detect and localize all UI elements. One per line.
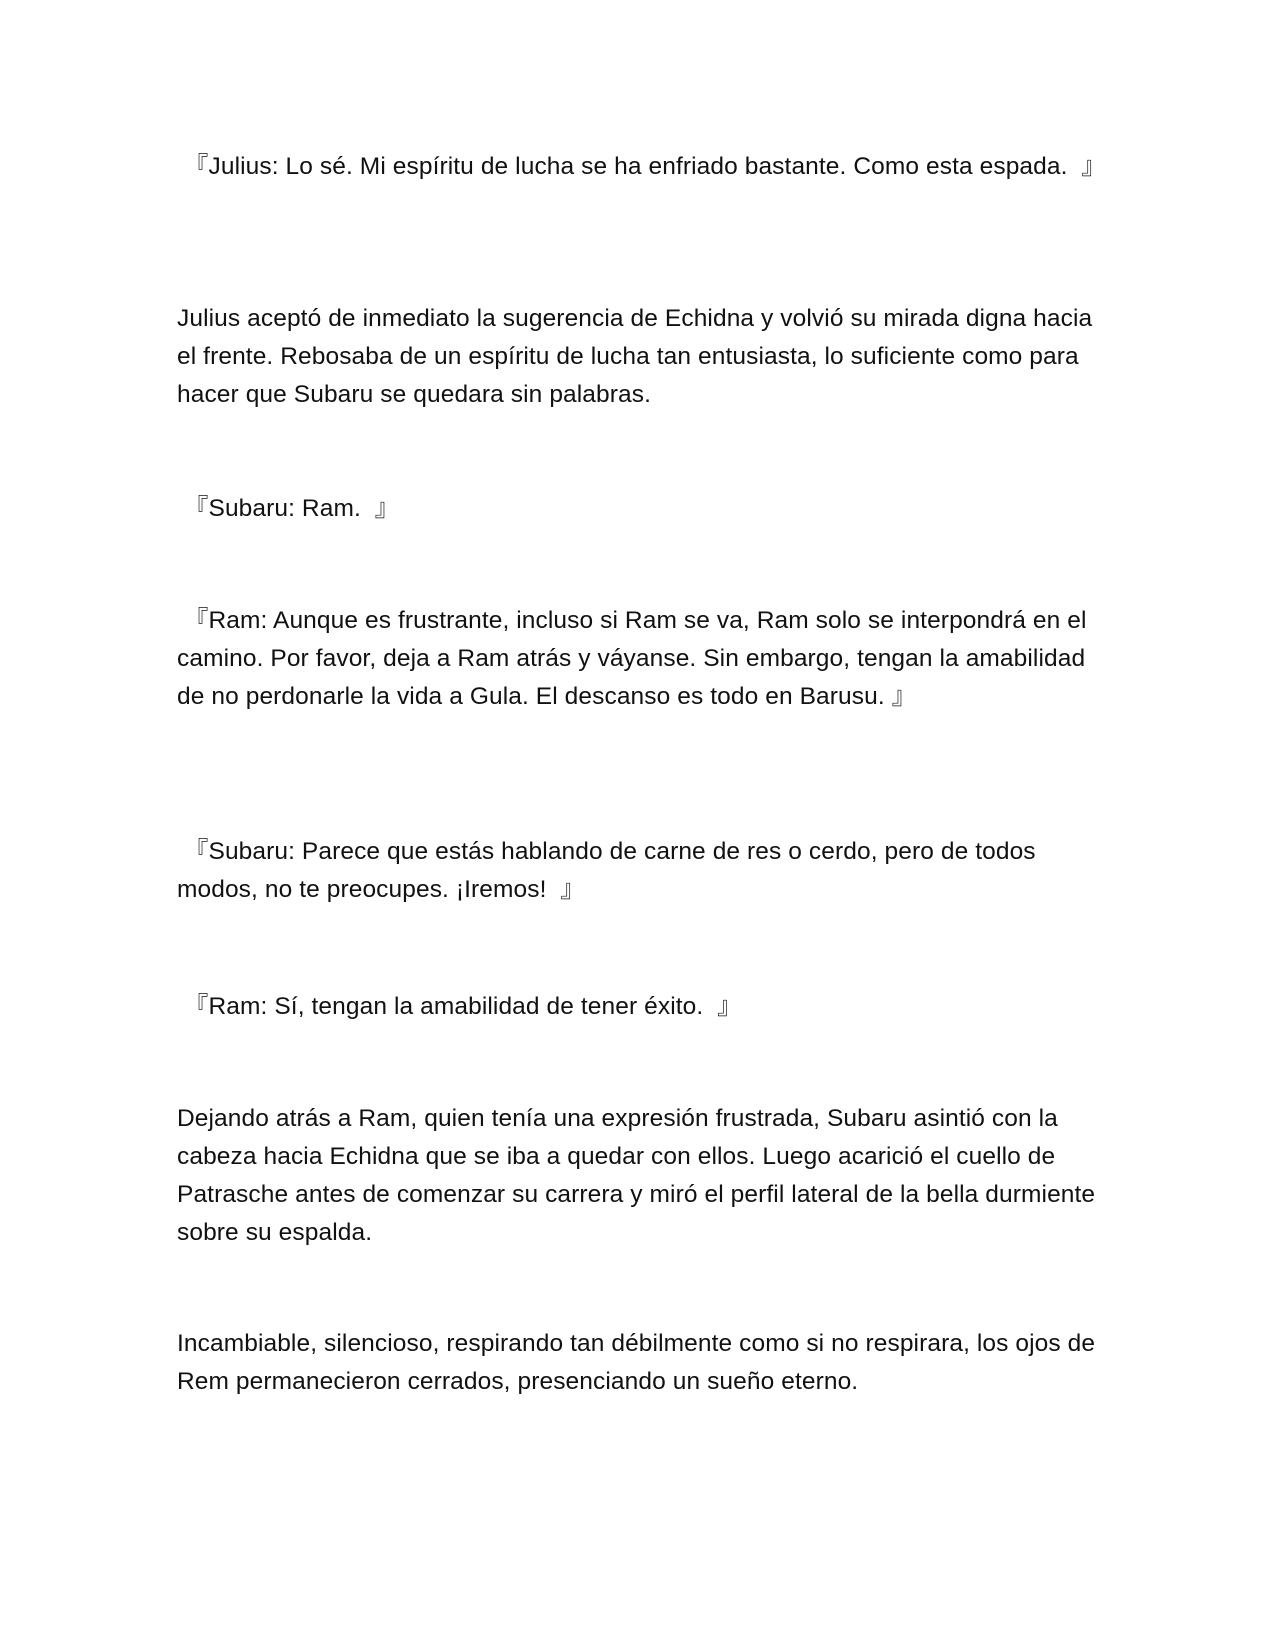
paragraph-dialogue-subaru-2: 『Subaru: Parece que estás hablando de carne de res o cerdo, pero de todos modos, no te preocupes. ¡Iremos! 』 bbox=[177, 838, 1036, 903]
paragraph-dialogue-ram-1: 『Ram: Aunque es frustrante, incluso si Ram se va, Ram solo se interpondrá en el camino. Por favor, deja a Ram atrás y váyanse. Sin embargo, tengan la amabilidad de no perdonarle la vida a Gula. El descanso es todo en Barusu. 』 bbox=[177, 607, 1087, 710]
paragraph-dialogue-julius: 『Julius: Lo sé. Mi espíritu de lucha se ha enfriado bastante. Como esta espada. 』 bbox=[177, 153, 1106, 180]
paragraph-narration-julius: Julius aceptó de inmediato la sugerencia de Echidna y volvió su mirada digna hacia el frente. Rebosaba de un espíritu de lucha tan entusiasta, lo suficiente como para hacer que Subaru se quedara sin palabras. bbox=[177, 305, 1093, 408]
paragraph-dialogue-ram-2: 『Ram: Sí, tengan la amabilidad de tener éxito. 』 bbox=[177, 993, 742, 1020]
paragraph-dialogue-subaru-1: 『Subaru: Ram. 』 bbox=[177, 495, 400, 522]
paragraph-narration-departure: Dejando atrás a Ram, quien tenía una expresión frustrada, Subaru asintió con la cabeza hacia Echidna que se iba a quedar con ellos. Luego acarició el cuello de Patrasche antes de comenzar su carrera y miró el perfil lateral de la bella durmiente sobre su espalda. bbox=[177, 1105, 1096, 1246]
paragraph-narration-rem: Incambiable, silencioso, respirando tan débilmente como si no respirara, los ojos de Rem permanecieron cerrados, presenciando un sueño eterno. bbox=[177, 1330, 1096, 1395]
